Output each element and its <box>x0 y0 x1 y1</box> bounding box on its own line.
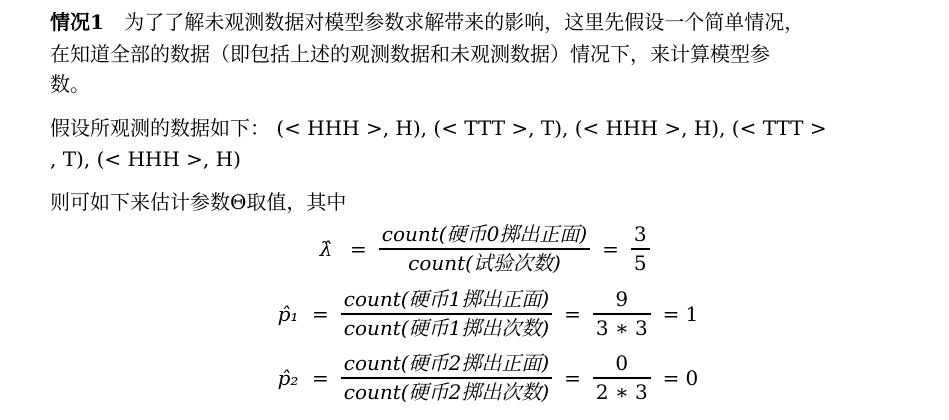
equation-value-denominator: 2 ∗ 3 <box>595 379 648 404</box>
equation-result: 1 <box>685 301 699 326</box>
equation-p1: p̂₁ = $\frac{\text{count(硬币1掷出正面)}}{\text{count(硬币1掷出次数)}}$ = $\frac{9}{3 ∗ 3}$ = 1 <box>270 286 698 342</box>
equation-lhs: p̂₂ <box>277 365 299 390</box>
equation-numerator: count(硬币2掷出正面) <box>343 351 550 375</box>
estimate-intro: 则可如下来估计参数Θ取值，其中 <box>50 190 347 214</box>
equation-value-numerator: 3 <box>633 222 647 246</box>
case-paragraph-line-1 <box>50 8 804 36</box>
equation-value-numerator: 9 <box>615 287 629 311</box>
equation-denominator: count(硬币2掷出次数) <box>343 379 550 404</box>
case-heading: 情况1 <box>50 10 104 34</box>
equation-lhs: p̂₁ <box>277 301 299 326</box>
equation-result: 0 <box>685 365 699 390</box>
equation-value-denominator: 3 ∗ 3 <box>595 315 648 340</box>
case-paragraph-line-3: 数。 <box>50 72 90 96</box>
equation-value-numerator: 0 <box>615 351 629 375</box>
case-paragraph-line-2: 在知道全部的数据（即包括上述的观测数据和未观测数据）情况下，来计算模型参 <box>50 42 770 66</box>
equation-value-fraction <box>631 221 650 277</box>
case-text: 为了了解未观测数据对模型参数求解带来的影响，这里先假设一个简单情况， <box>124 10 805 34</box>
equation-p2: p̂₂ = $\frac{\text{count(硬币2掷出正面)}}{\text{count(硬币2掷出次数)}}$ = $\frac{0}{2 ∗ 3}$ = 0 <box>270 350 698 406</box>
equation-lambda: λ̂ = $\frac{\text{count(硬币0掷出正面)}}{\text{count(试验次数)}}$ = $\frac{3}{5}$ <box>308 221 656 277</box>
equation-fraction <box>341 350 552 406</box>
equation-numerator: count(硬币1掷出正面) <box>343 287 550 311</box>
observed-data-line-2: , T), (< HHH >, H) <box>50 147 241 171</box>
equation-numerator: count(硬币0掷出正面) <box>381 222 588 246</box>
observed-data-line-1: 假设所观测的数据如下： (< HHH >, H), (< TTT >, T), (< HHH >, H), (< TTT > <box>50 116 827 140</box>
equation-value-fraction <box>593 350 651 406</box>
equation-denominator: count(试验次数) <box>408 250 561 275</box>
equation-denominator: count(硬币1掷出次数) <box>343 315 550 340</box>
equation-value-fraction <box>593 286 651 342</box>
equation-fraction <box>379 221 590 277</box>
equation-value-denominator: 5 <box>633 250 647 275</box>
equation-fraction <box>341 286 552 342</box>
equation-lhs: λ̂ <box>319 236 333 261</box>
